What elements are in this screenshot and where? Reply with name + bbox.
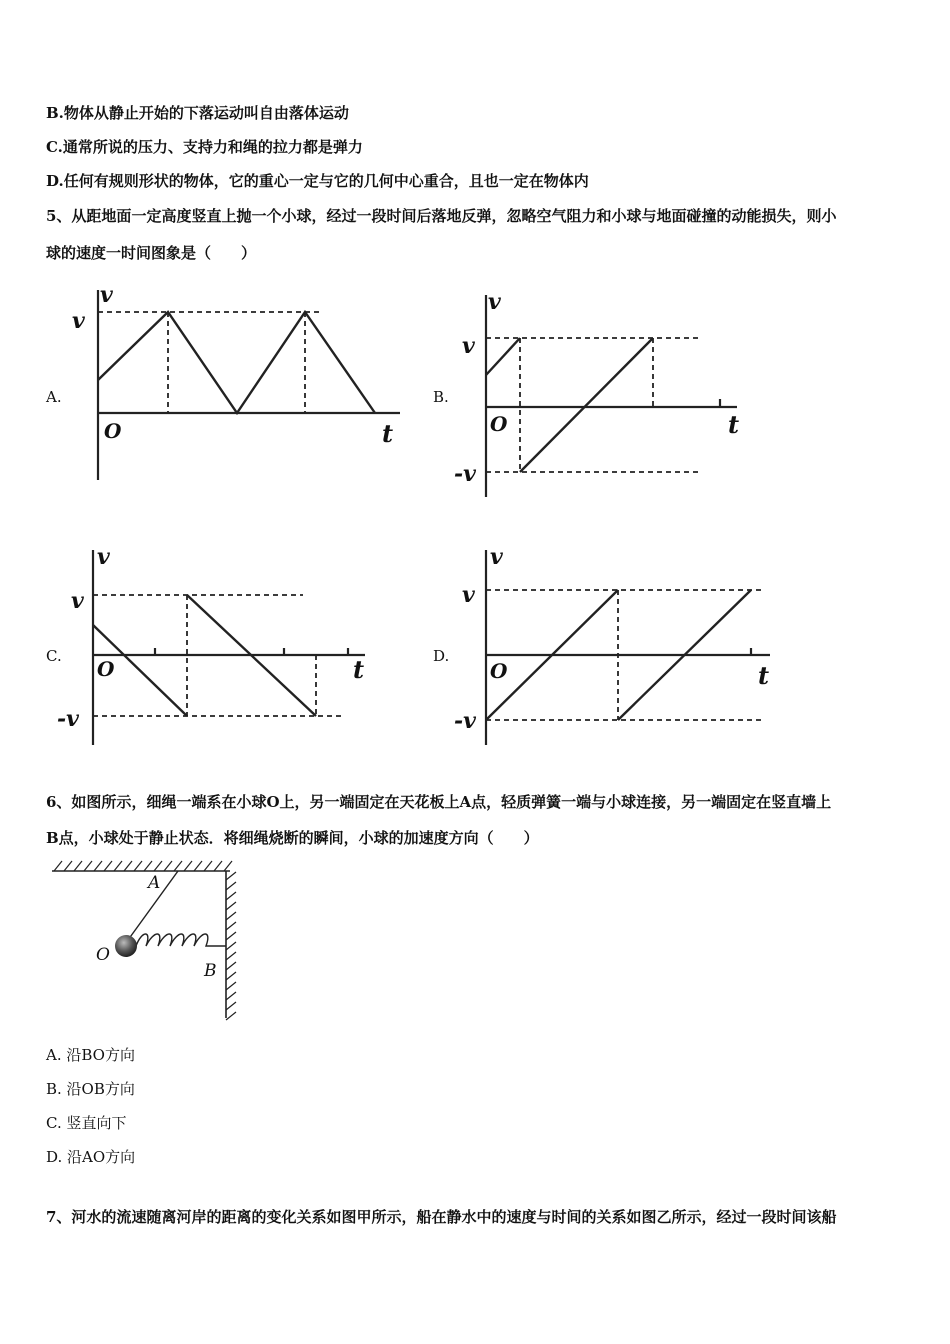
graph-b-curve xyxy=(520,338,653,472)
q6-figure xyxy=(50,858,250,1023)
graph-c xyxy=(55,540,385,750)
q6-stem-line2: B点，小球处于静止状态．将细绳烧断的瞬间，小球的加速度方向（ ） xyxy=(46,829,539,847)
q6-option-c: C. 竖直向下 xyxy=(46,1114,127,1132)
q5-stem-line1: 5、从距地面一定高度竖直上抛一个小球，经过一段时间后落地反弹，忽略空气阻力和小球与地面碰撞的动能损失，则小 xyxy=(46,207,837,225)
graph-a-curve xyxy=(98,312,375,413)
graph-b-v-label: v xyxy=(488,289,501,315)
q6-option-b: B. 沿OB方向 xyxy=(46,1080,135,1098)
graph-b-t-label: t xyxy=(728,410,740,439)
prev-option-b: B.物体从静止开始的下落运动叫自由落体运动 xyxy=(46,104,349,122)
q5-option-c-label: C. xyxy=(46,647,62,665)
q5-stem-line2: 球的速度一时间图象是（ ） xyxy=(46,244,257,262)
graph-d xyxy=(452,540,782,750)
graph-a-t-label: t xyxy=(382,419,394,448)
q5-option-b-label: B. xyxy=(433,388,449,406)
graph-c-vneg-label: -v xyxy=(57,706,79,732)
graph-a-v-label: v xyxy=(100,282,113,308)
wall-hatch xyxy=(226,872,236,1020)
graph-a-vpos-label: v xyxy=(72,308,85,334)
q7-stem-line1: 7、河水的流速随离河岸的距离的变化关系如图甲所示，船在静水中的速度与时间的关系如图乙所示，经过一段时间该船 xyxy=(46,1208,837,1226)
ceiling-hatch xyxy=(54,861,232,871)
graph-d-v-label: v xyxy=(490,544,503,570)
q6-stem-line1: 6、如图所示，细绳一端系在小球O上，另一端固定在天花板上A点，轻质弹簧一端与小球连接，另一端固定在竖直墙上 xyxy=(46,793,832,811)
ball xyxy=(115,935,137,957)
graph-a xyxy=(60,280,420,490)
prev-option-d: D.任何有规则形状的物体，它的重心一定与它的几何中心重合，且也一定在物体内 xyxy=(46,172,589,190)
graph-d-vneg-label: -v xyxy=(454,708,476,734)
graph-d-t-label: t xyxy=(758,661,770,690)
q5-option-d-label: D. xyxy=(433,647,450,665)
graph-b xyxy=(452,285,752,500)
point-a-label: A xyxy=(148,873,161,893)
graph-b-vpos-label: v xyxy=(462,333,475,359)
point-o-label: O xyxy=(96,945,110,965)
graph-d-origin-label: O xyxy=(490,659,508,683)
graph-c-vpos-label: v xyxy=(71,588,84,614)
graph-c-origin-label: O xyxy=(97,657,115,681)
q5-option-a-label: A. xyxy=(46,388,62,406)
graph-b-origin-label: O xyxy=(490,412,508,436)
graph-a-origin-label: O xyxy=(104,419,122,443)
graph-d-vpos-label: v xyxy=(462,582,475,608)
graph-b-vneg-label: -v xyxy=(454,461,476,487)
q6-option-d: D. 沿AO方向 xyxy=(46,1148,136,1166)
prev-option-c: C.通常所说的压力、支持力和绳的拉力都是弹力 xyxy=(46,138,363,156)
graph-c-t-label: t xyxy=(353,655,365,684)
point-b-label: B xyxy=(204,961,217,981)
graph-c-v-label: v xyxy=(97,544,110,570)
spring xyxy=(136,934,226,946)
q6-option-a: A. 沿BO方向 xyxy=(46,1046,135,1064)
